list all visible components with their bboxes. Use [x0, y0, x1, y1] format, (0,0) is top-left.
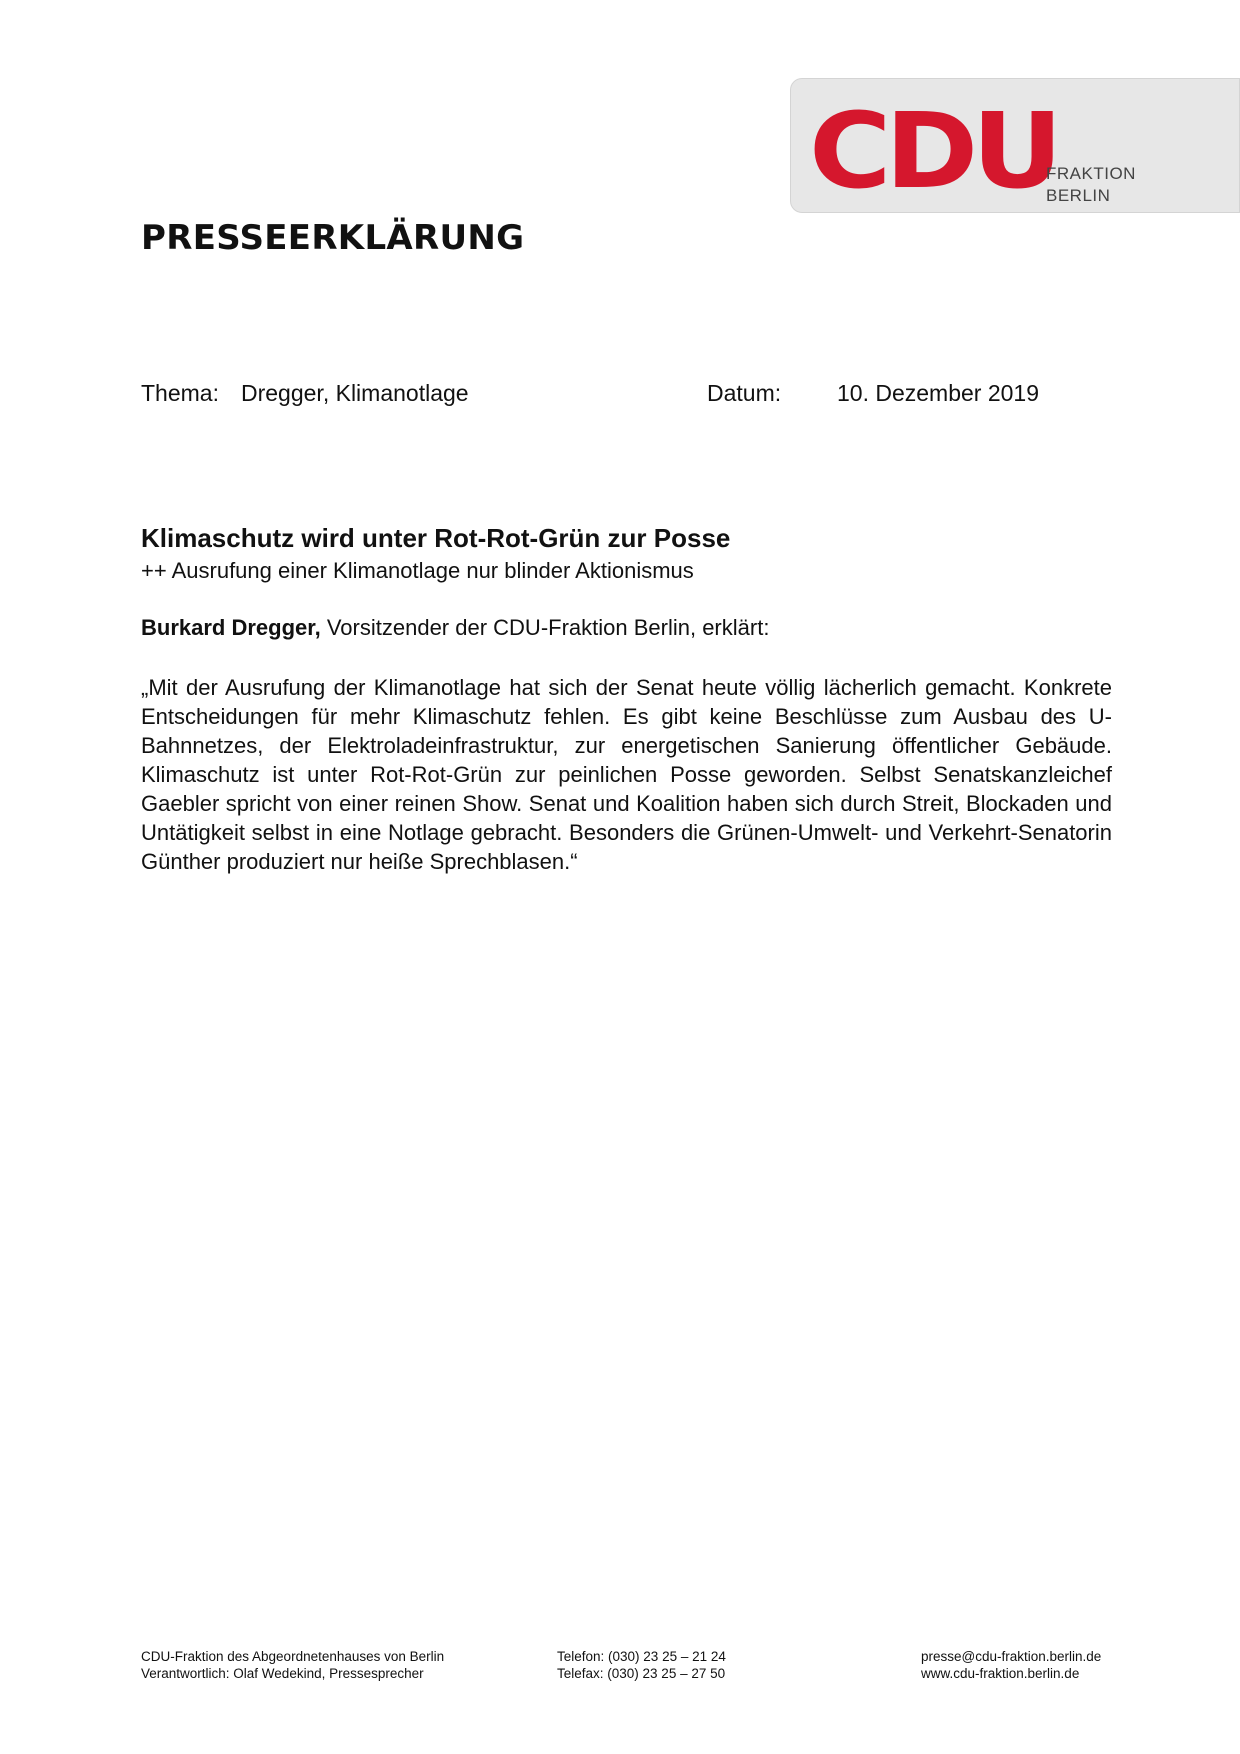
logo-line-berlin: BERLIN — [1046, 186, 1111, 205]
footer-organization — [141, 1648, 444, 1682]
statement-quote: „Mit der Ausrufung der Klimanotlage hat sich der Senat heute völlig lächerlich gemacht. Konkrete Entscheidungen für mehr Klimaschutz fehlen. Es gibt keine Beschlüsse zum Ausbau des U-Bahnnetzes, der Elektroladeinfrastruktur, zur energetischen Sanierung öffentlicher Gebäude. Klimaschutz ist unter Rot-Rot-Grün zur peinlichen Posse geworden. Selbst Senatskanzleichef Gaebler spricht von einer reinen Show. Senat und Koalition haben sich durch Streit, Blockaden und Untätigkeit selbst in eine Notlage gebracht. Besonders die Grünen-Umwelt- und Verkehrt-Senatorin Günther produziert nur heiße Sprechblasen.“ — [141, 675, 1112, 874]
footer-phone: Telefon: (030) 23 25 – 21 24 — [557, 1649, 726, 1664]
logo-mark: CDU — [809, 90, 1057, 212]
speaker-line — [141, 615, 769, 641]
datum-value: 10. Dezember 2019 — [837, 380, 1040, 406]
footer-web: www.cdu-fraktion.berlin.de — [921, 1666, 1080, 1681]
footer-contact-online — [921, 1648, 1101, 1682]
footer-email: presse@cdu-fraktion.berlin.de — [921, 1649, 1102, 1664]
article-headline: Klimaschutz wird unter Rot-Rot-Grün zur Posse — [141, 523, 731, 553]
thema-label: Thema: — [141, 380, 219, 406]
cdu-logo — [790, 78, 1240, 213]
datum-label: Datum: — [707, 380, 782, 406]
footer-responsible: Verantwortlich: Olaf Wedekind, Pressesprecher — [141, 1666, 424, 1681]
footer-contact-phone — [557, 1648, 726, 1682]
footer-org: CDU-Fraktion des Abgeordnetenhauses von Berlin — [141, 1649, 445, 1664]
speaker-name: Burkard Dregger, — [141, 615, 321, 640]
thema-value: Dregger, Klimanotlage — [241, 380, 469, 406]
document-type-title: PRESSEERKLÄRUNG — [141, 218, 525, 258]
logo-line-fraktion: FRAKTION — [1046, 164, 1136, 183]
logo-subtitle — [1046, 163, 1136, 207]
article-subline: ++ Ausrufung einer Klimanotlage nur blinder Aktionismus — [141, 558, 694, 583]
speaker-role: Vorsitzender der CDU-Fraktion Berlin, erklärt: — [320, 615, 770, 640]
footer-fax: Telefax: (030) 23 25 – 27 50 — [557, 1666, 726, 1681]
